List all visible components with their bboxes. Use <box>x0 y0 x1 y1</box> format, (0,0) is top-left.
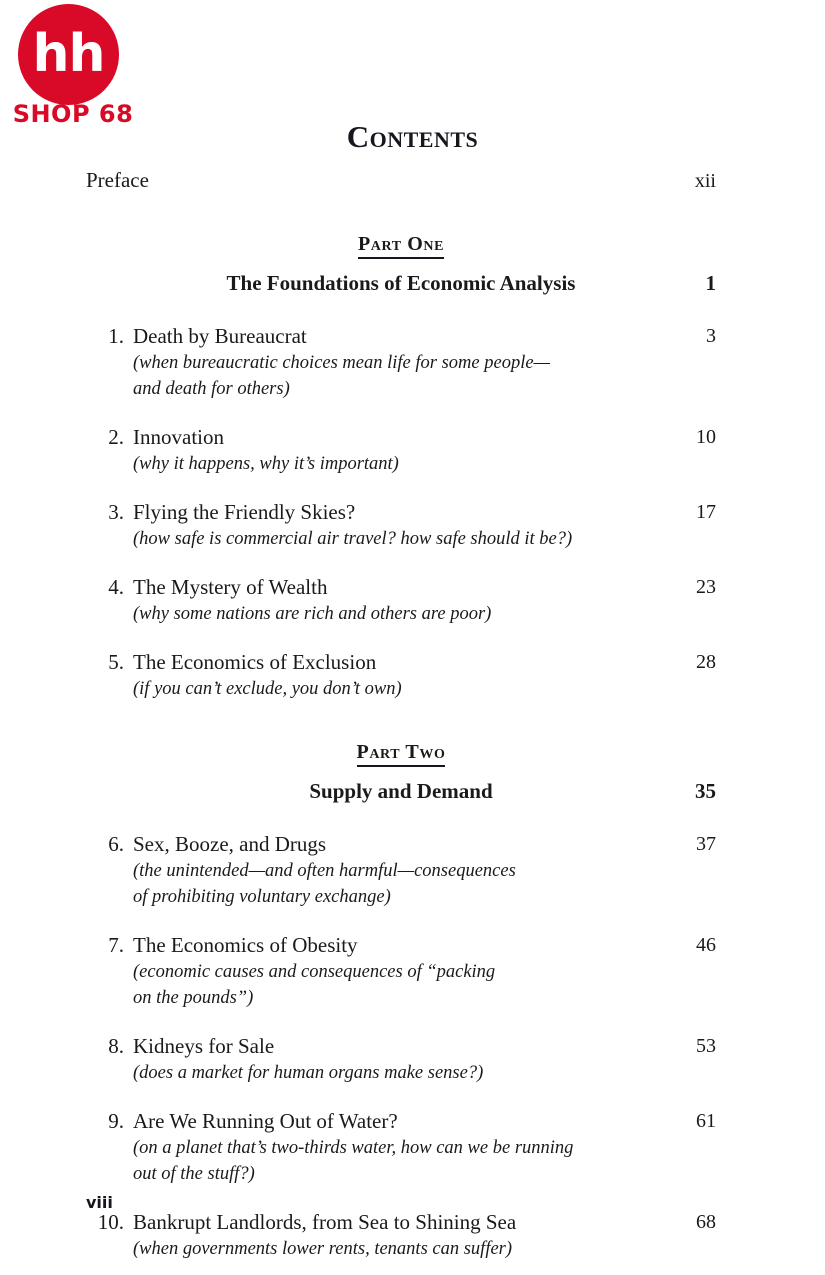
chapter-page-number: 61 <box>696 1110 716 1132</box>
chapter-text <box>133 649 676 702</box>
chapter-number: 10. <box>97 1210 124 1234</box>
chapter-page-number: 3 <box>706 325 716 347</box>
part-title-row <box>86 271 716 296</box>
chapter-subtitle-line: (on a planet that’s two-thirds water, how can we be running <box>133 1138 574 1158</box>
part-heading <box>86 233 716 259</box>
chapter-text <box>133 323 676 402</box>
chapter-text <box>133 1033 676 1086</box>
chapter-number: 7. <box>108 933 124 957</box>
chapter-title: Kidneys for Sale <box>133 1034 275 1058</box>
logo-wordmark: SHOP 68 <box>12 100 134 128</box>
chapter-page-number: 28 <box>696 651 716 673</box>
toc-chapter-entry[interactable] <box>86 831 716 910</box>
chapter-text <box>133 932 676 1011</box>
part-page-number: 1 <box>705 271 716 295</box>
part-label: Part Two <box>357 741 446 767</box>
chapter-title: The Mystery of Wealth <box>133 575 328 599</box>
table-of-contents <box>86 168 716 1262</box>
part-page-number: 35 <box>695 779 716 803</box>
chapter-title: The Economics of Exclusion <box>133 650 377 674</box>
toc-chapter-entry[interactable] <box>86 424 716 477</box>
page-title: Contents <box>346 119 479 154</box>
chapter-number: 9. <box>108 1109 124 1133</box>
chapter-subtitle-line: (why it happens, why it’s important) <box>133 454 399 474</box>
chapter-subtitle-line: (why some nations are rich and others are poor) <box>133 604 492 624</box>
toc-chapter-entry[interactable] <box>86 1108 716 1187</box>
chapter-page-number: 10 <box>696 426 716 448</box>
chapter-title: Flying the Friendly Skies? <box>133 500 356 524</box>
chapter-text <box>133 1108 676 1187</box>
chapter-subtitle-line: (economic causes and consequences of “packing <box>133 962 496 982</box>
chapter-page-number: 23 <box>696 576 716 598</box>
chapter-page-number: 68 <box>696 1211 716 1233</box>
chapter-title: Are We Running Out of Water? <box>133 1109 398 1133</box>
toc-chapter-entry[interactable] <box>86 499 716 552</box>
chapter-number: 6. <box>108 832 124 856</box>
chapter-text <box>133 1209 676 1262</box>
shop68-watermark-logo <box>6 2 136 128</box>
chapter-subtitle-line: (the unintended—and often harmful—consequences <box>133 861 516 881</box>
toc-chapter-entry[interactable] <box>86 574 716 627</box>
chapter-title: The Economics of Obesity <box>133 933 358 957</box>
chapter-title: Innovation <box>133 425 224 449</box>
chapter-subtitle-line: (if you can’t exclude, you don’t own) <box>133 679 402 699</box>
chapter-text <box>133 499 676 552</box>
logo-monogram: hh <box>32 24 105 84</box>
chapter-title: Death by Bureaucrat <box>133 324 307 348</box>
chapter-subtitle-line: of prohibiting voluntary exchange) <box>133 887 391 907</box>
chapter-subtitle-line: (when governments lower rents, tenants can suffer) <box>133 1239 513 1259</box>
chapter-number: 4. <box>108 575 124 599</box>
page-folio: viii <box>86 1193 113 1212</box>
part-heading <box>86 741 716 767</box>
chapter-title: Bankrupt Landlords, from Sea to Shining Sea <box>133 1210 517 1234</box>
part-title: Supply and Demand <box>309 779 493 803</box>
chapter-subtitle-line: out of the stuff?) <box>133 1164 255 1184</box>
chapter-number: 5. <box>108 650 124 674</box>
chapter-page-number: 17 <box>696 501 716 523</box>
chapter-page-number: 53 <box>696 1035 716 1057</box>
toc-chapter-entry[interactable] <box>86 932 716 1011</box>
chapter-number: 1. <box>108 324 124 348</box>
toc-chapter-entry[interactable] <box>86 1209 716 1262</box>
chapter-page-number: 46 <box>696 934 716 956</box>
part-title: The Foundations of Economic Analysis <box>226 271 576 295</box>
chapter-number: 3. <box>108 500 124 524</box>
toc-chapter-entry[interactable] <box>86 649 716 702</box>
chapter-subtitle-line: (how safe is commercial air travel? how safe should it be?) <box>133 529 573 549</box>
toc-chapter-entry[interactable] <box>86 1033 716 1086</box>
chapter-number: 2. <box>108 425 124 449</box>
chapter-subtitle-line: on the pounds”) <box>133 988 254 1008</box>
part-label: Part One <box>358 233 444 259</box>
chapter-page-number: 37 <box>696 833 716 855</box>
chapter-text <box>133 831 676 910</box>
chapter-subtitle-line: and death for others) <box>133 379 290 399</box>
front-matter-label: Preface <box>86 168 149 192</box>
chapter-text <box>133 574 676 627</box>
chapter-title: Sex, Booze, and Drugs <box>133 832 327 856</box>
chapter-text <box>133 424 676 477</box>
chapter-number: 8. <box>108 1034 124 1058</box>
chapter-subtitle-line: (when bureaucratic choices mean life for some people— <box>133 353 551 373</box>
toc-chapter-entry[interactable] <box>86 323 716 402</box>
chapter-subtitle-line: (does a market for human organs make sense?) <box>133 1063 484 1083</box>
front-matter-page-number: xii <box>694 170 716 192</box>
part-title-row <box>86 779 716 804</box>
front-matter-row[interactable] <box>86 168 716 193</box>
